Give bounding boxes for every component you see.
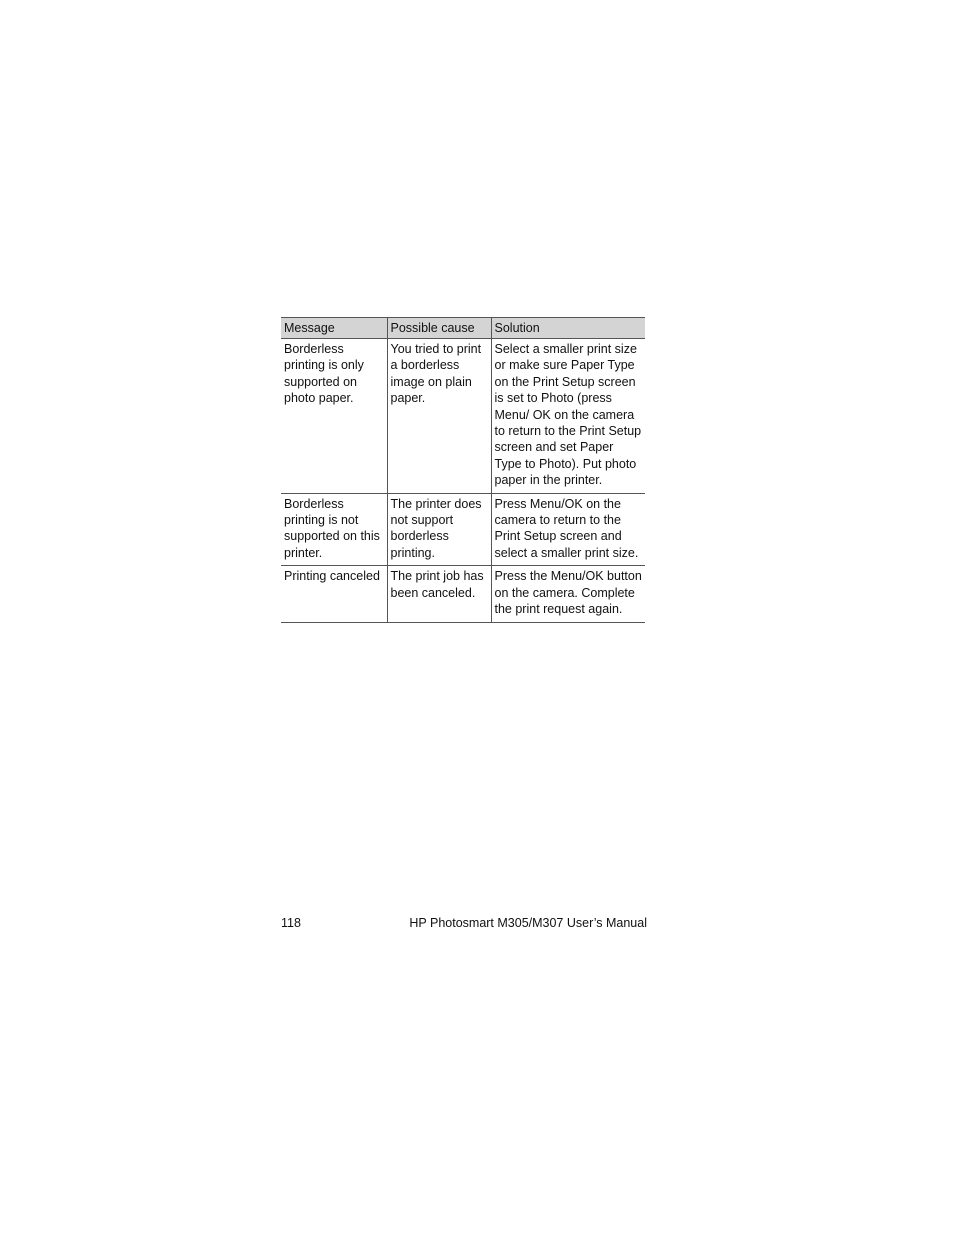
solution-cell: Press the Menu/OK button on the camera. Complete the print request again. [491,566,645,622]
cause-cell: You tried to print a borderless image on plain paper. [387,339,491,494]
cause-cell: The printer does not support borderless printing. [387,493,491,566]
column-header-message: Message [281,318,387,339]
solution-cell: Select a smaller print size or make sure Paper Type on the Print Setup screen is set to Photo (press Menu/ OK on the camera to return to the Print Setup screen and set Paper Type to Photo). Put photo paper in the printer. [491,339,645,494]
solution-cell: Press Menu/OK on the camera to return to the Print Setup screen and select a smaller print size. [491,493,645,566]
table-row [281,566,645,622]
cause-cell: The print job has been canceled. [387,566,491,622]
page-number: 118 [281,916,301,930]
column-header-possible-cause: Possible cause [387,318,491,339]
message-cell: Borderless printing is not supported on this printer. [281,493,387,566]
error-messages-table [281,317,645,623]
table-row [281,493,645,566]
manual-title: HP Photosmart M305/M307 User’s Manual [409,916,647,930]
message-cell: Printing canceled [281,566,387,622]
table-header-row [281,318,645,339]
message-cell: Borderless printing is only supported on photo paper. [281,339,387,494]
table-row [281,339,645,494]
column-header-solution: Solution [491,318,645,339]
